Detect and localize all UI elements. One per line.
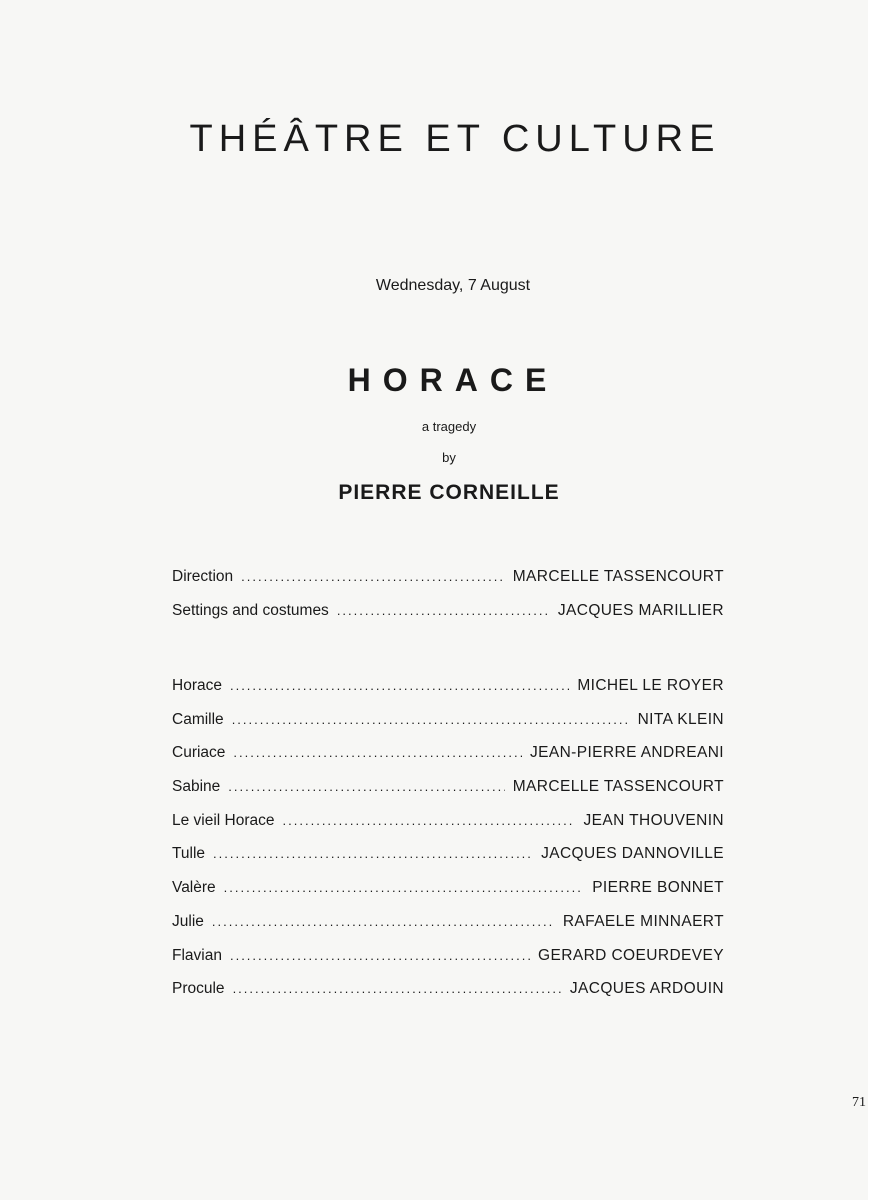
character-name: Tulle bbox=[172, 845, 206, 863]
dot-leader bbox=[230, 678, 569, 693]
dot-leader bbox=[228, 779, 504, 794]
dot-leader bbox=[241, 569, 505, 584]
dot-leader bbox=[337, 603, 550, 618]
crew-role: Settings and costumes bbox=[172, 601, 329, 619]
cast-row bbox=[172, 677, 724, 711]
cast-row bbox=[172, 913, 724, 947]
cast-row bbox=[172, 879, 724, 913]
crew-name: MARCELLE TASSENCOURT bbox=[512, 568, 724, 585]
page-number: 71 bbox=[852, 1095, 866, 1110]
cast-list bbox=[172, 677, 724, 1014]
character-name: Julie bbox=[172, 912, 204, 930]
actor-name: JEAN THOUVENIN bbox=[583, 811, 724, 829]
crew-role: Direction bbox=[172, 568, 234, 585]
crew-list bbox=[172, 568, 724, 635]
by-label: by bbox=[442, 450, 456, 465]
actor-name: RAFAELE MINNAERT bbox=[562, 912, 724, 930]
character-name: Valère bbox=[172, 879, 216, 897]
page-title: THÉÂTRE ET CULTURE bbox=[189, 118, 721, 160]
actor-name: NITA KLEIN bbox=[637, 710, 724, 728]
character-name: Procule bbox=[172, 980, 225, 998]
character-name: Sabine bbox=[172, 778, 221, 796]
cast-row bbox=[172, 778, 724, 812]
author-name: PIERRE CORNEILLE bbox=[338, 481, 560, 504]
cast-row bbox=[172, 744, 724, 778]
actor-name: JACQUES ARDOUIN bbox=[569, 980, 724, 998]
cast-row bbox=[172, 711, 724, 745]
dot-leader bbox=[224, 880, 585, 895]
crew-row bbox=[172, 602, 724, 636]
character-name: Camille bbox=[172, 710, 224, 728]
dot-leader bbox=[230, 948, 530, 963]
actor-name: PIERRE BONNET bbox=[592, 879, 724, 897]
dot-leader bbox=[232, 712, 630, 727]
dot-leader bbox=[283, 813, 576, 828]
actor-name: JACQUES DANNOVILLE bbox=[541, 845, 724, 863]
actor-name: GERARD COEURDEVEY bbox=[538, 946, 724, 964]
cast-row bbox=[172, 845, 724, 879]
crew-row bbox=[172, 568, 724, 602]
dot-leader bbox=[233, 745, 522, 760]
play-genre: a tragedy bbox=[421, 419, 477, 434]
actor-name: MARCELLE TASSENCOURT bbox=[512, 778, 724, 796]
performance-date: Wednesday, 7 August bbox=[375, 277, 531, 294]
character-name: Le vieil Horace bbox=[172, 811, 275, 829]
cast-row bbox=[172, 947, 724, 981]
cast-row bbox=[172, 980, 724, 1014]
character-name: Flavian bbox=[172, 946, 222, 964]
cast-row bbox=[172, 812, 724, 846]
page-edge bbox=[868, 0, 888, 1200]
character-name: Horace bbox=[172, 677, 222, 694]
actor-name: MICHEL LE ROYER bbox=[577, 677, 724, 694]
crew-name: JACQUES MARILLIER bbox=[557, 601, 724, 619]
actor-name: JEAN-PIERRE ANDREANI bbox=[529, 744, 724, 762]
play-title: HORACE bbox=[347, 362, 559, 398]
dot-leader bbox=[233, 981, 562, 996]
dot-leader bbox=[213, 846, 533, 861]
character-name: Curiace bbox=[172, 744, 226, 762]
dot-leader bbox=[212, 914, 555, 929]
